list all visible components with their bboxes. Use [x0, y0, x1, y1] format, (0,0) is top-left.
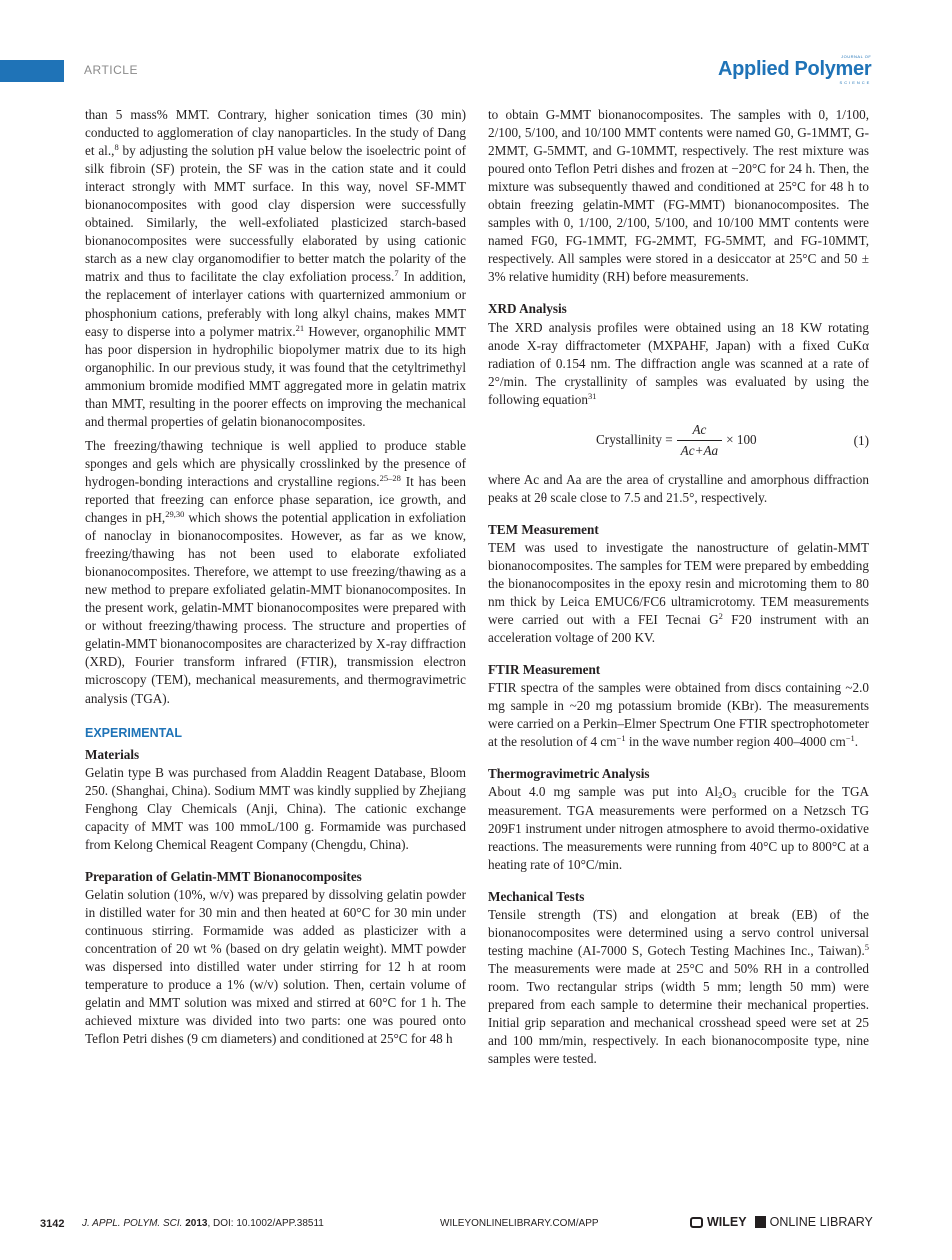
book-icon — [755, 1216, 766, 1228]
journal-logo — [718, 54, 872, 85]
ftir-heading: FTIR Measurement — [488, 662, 601, 678]
citation-ref: 8 — [114, 142, 119, 153]
materials-heading: Materials — [85, 746, 140, 762]
publisher-name: WILEY — [707, 1215, 747, 1229]
library-name: ONLINE LIBRARY — [769, 1215, 873, 1229]
journal-logo-name: Applied Polymer — [718, 58, 872, 80]
preparation-heading: Preparation of Gelatin-MMT Bionanocomposites — [85, 868, 362, 884]
citation-ref: 5 — [864, 941, 869, 952]
mechanical-heading: Mechanical Tests — [488, 888, 585, 904]
citation-ref: 31 — [588, 390, 597, 401]
footer-citation: J. APPL. POLYM. SCI. 2013, DOI: 10.1002/APP.38511 — [82, 1218, 324, 1229]
journal-logo-prefix: JOURNAL OF — [841, 54, 872, 59]
section-color-tab — [0, 60, 64, 82]
section-label: ARTICLE — [84, 63, 138, 77]
crystallinity-equation — [488, 417, 869, 463]
equation-denominator: Ac+Aa — [677, 440, 722, 460]
preparation-paragraph-continued: to obtain G-MMT bionanocomposites. The samples with 0, 1/100, 2/100, 5/100, and 10/100 MMT contents were named G0, G-1MMT, G-2MMT, G-5MMT, and G-10MMT, respectively. The rest mixture was poured onto Teflon Petri dishes and frozen at −20°C for 24 h. Then, the mixture was subsequently thawed and conditioned at 25°C for 48 h to obtain freezing gelatin-MMT (FG-MMT) bionanocomposites. The samples with 0, 1/100, 2/100, 5/100, and 10/100 MMT contents were named FG0, FG-1MMT, FG-2MMT, FG-5MMT, and FG-10MMT, respectively. All samples were stored in a desiccator at 25°C and 50 ± 3% relative humidity (RH) before measurements. — [488, 107, 869, 285]
wiley-online-library-logo — [690, 1215, 873, 1229]
experimental-heading: EXPERIMENTAL — [85, 725, 182, 740]
ftir-paragraph: FTIR spectra of the samples were obtained from discs containing ~2.0 mg sample in ~20 mg potassium bromide (KBr). The measurements were carried on a Perkin–Elmer Spectrum One FTIR spectrophotometer at the resolution of 4 $cm^{-1}$ in the wave number region 400–4000 $cm^{-1}$. — [488, 680, 869, 750]
citation-ref: 29,30 — [165, 509, 185, 520]
journal-logo-suffix: SCIENCE — [839, 80, 872, 85]
citation-ref: 25–28 — [379, 472, 401, 483]
right-column — [488, 106, 869, 1068]
left-column — [85, 106, 466, 1048]
equation-number: (1) — [853, 432, 869, 448]
mechanical-paragraph: Tensile strength (TS) and elongation at break (EB) of the bionanocomposites were determined using a servo control universal testing machine (AI-7000 S, Gotech Testing Machines Inc., Taiwan).$^5$ The measurements were made at 25°C and 50% RH in a controlled room. Two rectangular strips (width 5 mm; length 50 mm) were prepared from each sample to determine their mechanical properties. Initial grip separation and mechanical crosshead speed were set at 25 and 100 mm/min, respectively. In each bionanocomposite type, nine samples were tested. — [488, 906, 869, 1067]
paragraph-intro-1: than 5 mass% MMT. Contrary, higher sonication times (30 min) conducted to agglomeration of clay nanoparticles. In the study of Dang et al.,$^8$ by adjusting the solution pH value below the isoelectric point of silk fibroin (SF) protein, the SF was in the cation state and it could interact strongly with MMT surface. In this way, novel SF-MMT bionanocomposites with good clay dispersion were successfully obtained. Similarly, the well-exfoliated plasticized starch-based bionanocomposites were successfully elaborated by using cationic starch as a new clay organomodifier to better match the polarity of the matrix and thus to facilitate the clay exfoliation process.$^7$ In addition, the replacement of interlayer cations with quarternized ammonium or phosphonium cations, preferably with long alkyl chains, makes MMT easy to disperse into a polymer matrix.$^{21}$ However, organophilic MMT has poor dispersion in hydrophilic biopolymer matrix due to its high organophilic. In our previous study, it was found that the cetyltrimethyl ammonium bromide modified MMT aggregated more in gelatin matrix than MMT, resulting in the poorer effects on improving the mechanical and thermal properties of gelatin bionanocomposites. — [85, 107, 466, 429]
tga-paragraph: About 4.0 mg sample was put into $Al_2O_3$ crucible for the TGA measurement. TGA measurements were performed on a Netzsch TG 209F1 instrument under nitrogen atmosphere to avoid thermo-oxidative reactions. The measurements were running from 40°C up to 800°C at a heating rate of 10°C/min. — [488, 784, 869, 872]
footer-url: WILEYONLINELIBRARY.COM/APP — [440, 1218, 599, 1229]
preparation-paragraph: Gelatin solution (10%, w/v) was prepared by dissolving gelatin powder in distilled water for 30 min and then heated at 60°C for 30 min under continuous stirring. Formamide was added as plasticizer with a concentration of 20 wt % (based on dry gelatin weight). MMT powder was dispersed into distilled water under stirring for 12 h at room temperature to produce a 1% (w/v) solution. Then, certain volume of gelatin and MMT solution was mixed and stirred at 60°C for 1 h. The achieved mixture was divided into two parts: one was poured onto Teflon Petri dishes (9 cm diameters) and conditioned at 25°C for 48 h — [85, 886, 466, 1047]
where-paragraph: where Ac and Aa are the area of crystalline and amorphous diffraction peaks at 2θ scale close to 7.5 and 21.5°, respectively. — [488, 471, 869, 505]
equation-multiplier: × 100 — [726, 432, 757, 448]
xrd-paragraph: The XRD analysis profiles were obtained using an 18 KW rotating anode X-ray diffractometer (MXPAHF, Japan) with a fixed CuKα radiation of 0.154 nm. The diffraction angle was scanned at a rate of 2°/min. The crystallinity of samples was evaluated by using the following equation$^{31}$ — [488, 319, 869, 407]
wiley-mark-icon — [690, 1217, 703, 1228]
tem-heading: TEM Measurement — [488, 521, 599, 537]
page-number: 3142 — [40, 1218, 65, 1230]
materials-paragraph: Gelatin type B was purchased from Aladdin Reagent Database, Bloom 250. (Shanghai, China). Sodium MMT was kindly supplied by Zhejiang Fenghong Clay Chemicals (Anji, China). The cationic exchange capacity of MMT was 100 mmoL/100 g. Formamide was purchased from Kelong Chemical Reagent Company (Chengdu, China). — [85, 764, 466, 852]
xrd-heading: XRD Analysis — [488, 301, 567, 317]
equation-numerator: Ac — [692, 421, 707, 437]
tga-heading: Thermogravimetric Analysis — [488, 766, 650, 782]
citation-ref: 21 — [295, 322, 305, 333]
equation-fraction — [677, 421, 722, 460]
equation-lhs: Crystallinity = — [596, 432, 673, 448]
paragraph-intro-2: The freezing/thawing technique is well applied to produce stable sponges and gels which are physically crosslinked by the presence of hydrogen-bonding interactions and crystalline regions.$^{25-28}$ It has been reported that freezing can enforce phase separation, ice growth, and changes in pH,$^{29,30}$ which shows the potential application in exfoliation of nanoclay in bionanocomposites. However, as far as we know, freezing/thawing has not been used to elaborate exfoliated bionanocomposites. Therefore, we attempt to use freezing/thawing as a new method to prepare exfoliated gelatin-MMT bionanocomposites. In the present work, gelatin-MMT bionanocomposites were prepared with or without freezing/thawing process. The structure and properties of gelatin-MMT bionanocomposites are characterized by X-ray diffraction (XRD), Fourier transform infrared (FTIR), transmission electron microscopy (TEM), mechanical measurements, and thermogravimetric analysis (TGA). — [85, 437, 466, 706]
citation-ref: 7 — [394, 268, 399, 279]
tem-paragraph: TEM was used to investigate the nanostructure of gelatin-MMT bionanocomposites. The samples for TEM were prepared by embedding the bionanocomposites in the epoxy resin and microtoming them to 80 nm thick by Leica EMUC6/FC6 ultramicrotomy. TEM measurements were carried out with a FEI Tecnai $G^2$ F20 instrument with an acceleration voltage of 200 KV. — [488, 539, 869, 646]
